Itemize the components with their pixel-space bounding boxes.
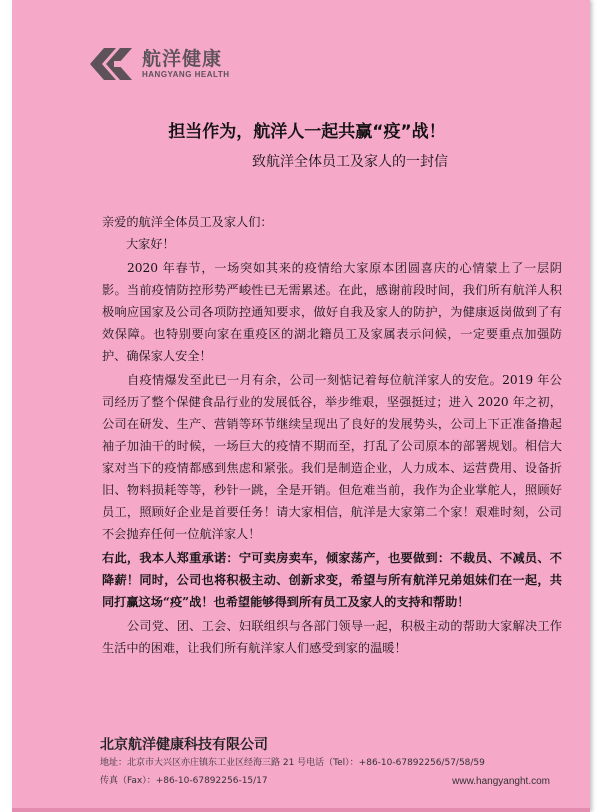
closing-paragraph: 公司党、团、工会、妇联组织与各部门领导一起，积极主动的帮助大家解决工作生活中的困难，让我们所有航洋家人们感受到家的温暖！ — [102, 619, 562, 655]
paragraph-2: 自疫情爆发至此已一月有余，公司一刻惦记着每位航洋家人的安危。2019 年公司经历了整个保健食品行业的发展低谷，举步维艰，坚强挺过；进入 2020 年之初，公司在研发、生产、营销等环节继续呈现出了良好的发展势头，公司上下正准备撸起袖子加油干的时候，一场巨大的疫情不期而至，打乱了公司原本的部署规划。相信大家对当下的疫情都感到焦虑和紧张。我们是制造企业，人力成本、运营费用、设备折旧、物料损耗等等，秒针一跳，全是开销。但危难当前，我作为企业掌舵人，照顾好员工，照顾好企业是首要任务！请大家相信，航洋是大家第二个家！艰难时刻，公司不会抛弃任何一位航洋家人！ — [102, 373, 562, 541]
paragraph-1: 2020 年春节，一场突如其来的疫情给大家原本团圆喜庆的心情蒙上了一层阴影。当前疫情防控形势严峻性已无需累述。在此，感谢前段时间，我们所有航洋人积极响应国家及公司各项防控通知要求，做好自我及家人的防护，为健康返岗做到了有效保障。也特别要向家在重疫区的湖北籍员工及家属表示问候，一定要重点加强防护、确保家人安全！ — [102, 261, 562, 363]
company-logo — [90, 44, 230, 84]
letter-body — [102, 213, 562, 659]
logo-name-cn: 航洋健康 — [142, 48, 223, 70]
company-name: 北京航洋健康科技有限公司 — [100, 737, 268, 753]
commitment-paragraph: 右此，我本人郑重承诺：宁可卖房卖车，倾家荡产，也要做到：不裁员、不减员、不降薪！同时，公司也将积极主动、创新求变，希望与所有航洋兄弟姐妹们在一起，共同打赢这场“疫”战！也希望能够得到所有员工及家人的支持和帮助！ — [102, 551, 562, 609]
address-line: 地址：北京市大兴区亦庄镇东工业区经海三路 21 号电话（Tel）：+86-10-67892256/57/58/59 — [100, 758, 485, 768]
paper-edge — [12, 808, 590, 812]
hangyang-chevron-logo-icon — [90, 44, 136, 84]
logo-name-en: HANGYANG HEALTH — [142, 70, 230, 79]
website-link[interactable]: www.hangyanght.com — [452, 776, 550, 787]
footer-contact — [100, 757, 550, 788]
fax-line: 传真（Fax）：+86-10-67892256-15/17 — [100, 776, 268, 786]
letter-subtitle: 致航洋全体员工及家人的一封信 — [252, 154, 448, 170]
greeting: 大家好！ — [126, 237, 175, 251]
letter-title: 担当作为，航洋人一起共赢“疫”战！ — [168, 122, 446, 142]
salutation: 亲爱的航洋全体员工及家人们： — [102, 215, 273, 229]
letter-paper — [12, 0, 590, 812]
